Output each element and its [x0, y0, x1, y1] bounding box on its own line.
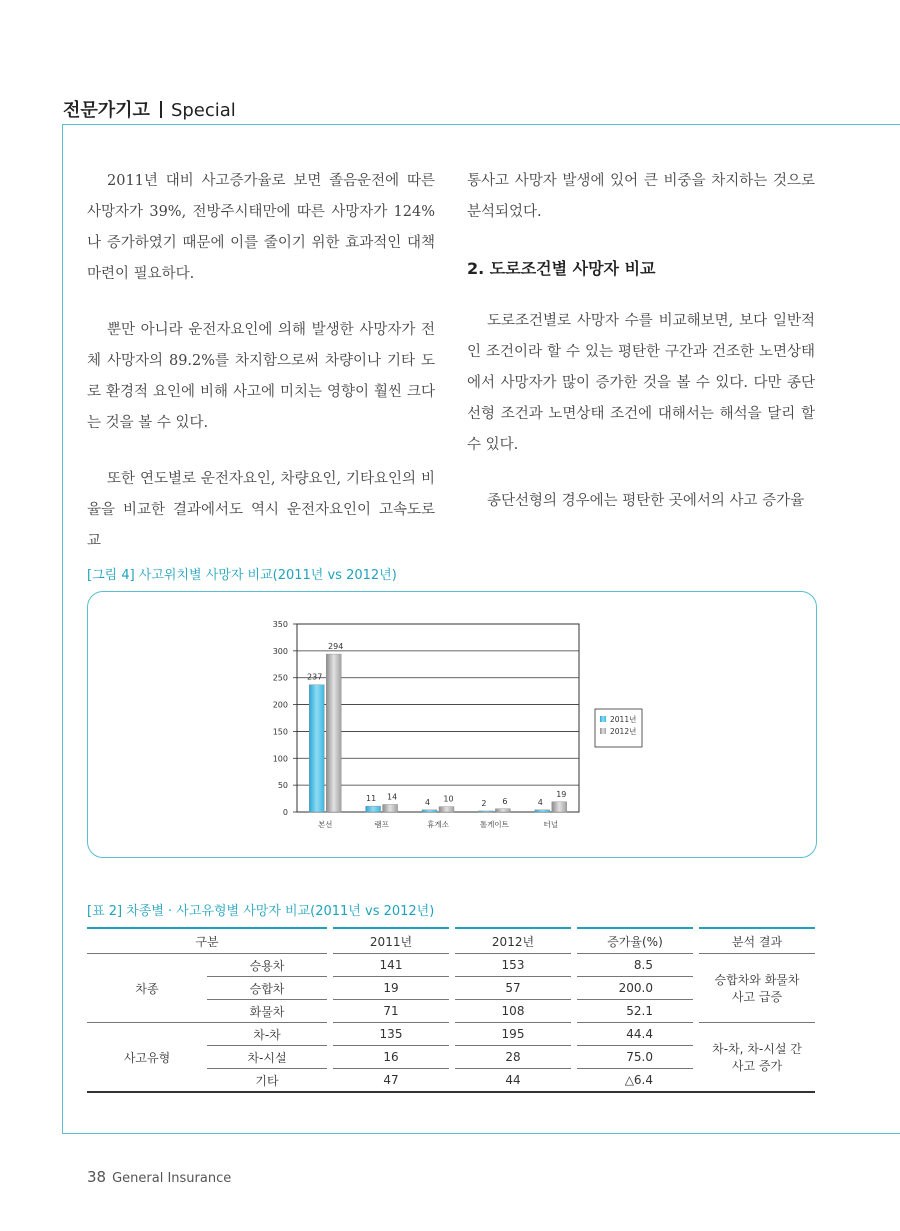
col-gap [693, 977, 699, 1000]
legend-swatch [600, 728, 606, 734]
table-cell: 52.1 [577, 1000, 693, 1023]
legend-swatch [600, 716, 606, 722]
bar [309, 685, 324, 812]
x-tick-label: 램프 [374, 820, 389, 829]
y-tick-label: 250 [272, 673, 288, 683]
section-heading: 2. 도로조건별 사망자 비교 [467, 259, 656, 278]
data-label: 4 [424, 797, 431, 807]
table-cell: 차-시설 [207, 1046, 327, 1069]
bar [439, 807, 454, 812]
y-tick-label: 350 [272, 620, 288, 629]
y-tick-label: 150 [272, 727, 288, 737]
y-tick-label: 50 [277, 781, 288, 791]
bar [383, 804, 398, 812]
table-cell: △6.4 [577, 1069, 693, 1093]
table-cell: 108 [455, 1000, 571, 1023]
bar [422, 810, 437, 812]
paragraph: 또한 연도별로 운전자요인, 차량요인, 기타요인의 비율을 비교한 결과에서도 역시 운전자요인이 고속도로 교 [87, 471, 435, 549]
table-header-row [87, 928, 815, 954]
paragraph: 뿐만 아니라 운전자요인에 의해 발생한 사망자가 전체 사망자의 89.2%를 차지함으로써 차량이나 기타 도로 환경적 요인에 비해 사고에 미치는 영향이 훨씬 크다는 것을 볼 수 있다. [87, 322, 435, 431]
data-label: 19 [556, 789, 567, 799]
data-label: 2 [481, 798, 487, 808]
table-cell: 화물차 [207, 1000, 327, 1023]
y-tick-label: 100 [272, 754, 288, 764]
left-column [87, 166, 435, 582]
bar-chart [88, 592, 816, 857]
right-column [467, 166, 815, 542]
group-label: 차종 [87, 954, 207, 1023]
header-divider [160, 101, 162, 118]
table-cell: 71 [333, 1000, 449, 1023]
result-line: 차-차, 차-시설 간 [712, 1042, 802, 1056]
legend-label: 2012년 [610, 727, 637, 736]
data-label: 237 [307, 672, 323, 682]
data-label: 11 [366, 794, 377, 804]
table-cell: 승용차 [207, 954, 327, 977]
table-header: 분석 결과 [699, 928, 815, 954]
col-gap [693, 1000, 699, 1023]
group-label: 사고유형 [87, 1023, 207, 1093]
table-cell: 8.5 [577, 954, 693, 977]
page-footer [87, 1168, 231, 1186]
y-tick-label: 0 [282, 808, 288, 817]
table-header: 증가율(%) [577, 928, 693, 954]
page-number: 38 [87, 1168, 107, 1186]
y-tick-label: 300 [272, 646, 288, 656]
table-cell: 135 [333, 1023, 449, 1046]
paragraph: 종단선형의 경우에는 평탄한 곳에서의 사고 증가율 [487, 493, 805, 509]
data-label: 4 [537, 797, 543, 807]
table-cell: 141 [333, 954, 449, 977]
table-cell: 16 [333, 1046, 449, 1069]
paragraph: 2011년 대비 사고증가율로 보면 졸음운전에 따른 사망자가 39%, 전방주시태만에 따른 사망자가 124%나 증가하였기 때문에 이를 줄이기 위한 효과적인 대책 마련이 필요하다. [87, 173, 435, 282]
table-cell: 승합차 [207, 977, 327, 1000]
magazine-name: General Insurance [112, 1171, 232, 1186]
y-tick-label: 200 [272, 700, 288, 710]
table-header: 구분 [87, 928, 327, 954]
legend-label: 2011년 [610, 715, 637, 724]
x-tick-label: 터널 [543, 820, 559, 829]
result-line: 사고 증가 [731, 1059, 783, 1073]
table-cell: 19 [333, 977, 449, 1000]
bar [535, 810, 550, 812]
table-cell: 57 [455, 977, 571, 1000]
table-cell: 195 [455, 1023, 571, 1046]
table-row [87, 1023, 815, 1046]
col-gap [693, 1069, 699, 1093]
bar [478, 811, 493, 812]
result-line: 사고 급증 [731, 990, 783, 1004]
special-label: Special [170, 100, 236, 121]
data-label: 6 [502, 796, 508, 806]
paragraph: 도로조건별로 사망자 수를 비교해보면, 보다 일반적인 조건이라 할 수 있는 평탄한 구간과 건조한 노면상태에서 사망자가 많이 증가한 것을 볼 수 있다. 다만 종단선형 조건과 노면상태 조건에 대해서는 해석을 달리 할 수 있다. [467, 313, 815, 453]
data-label: 14 [387, 792, 398, 802]
table-cell: 기타 [207, 1069, 327, 1093]
table-cell: 28 [455, 1046, 571, 1069]
page-header [63, 96, 236, 122]
result-line: 승합차와 화물차 [714, 973, 800, 987]
x-tick-label: 휴게소 [427, 820, 449, 829]
table-header: 2011년 [333, 928, 449, 954]
table-cell: 44.4 [577, 1023, 693, 1046]
analysis-result [699, 1023, 815, 1093]
section-label: 전문가기고 [63, 100, 150, 121]
table-cell: 75.0 [577, 1046, 693, 1069]
data-label: 10 [443, 794, 454, 804]
bar [495, 809, 510, 812]
comparison-table [87, 927, 815, 1093]
bar [552, 802, 567, 812]
table-cell: 44 [455, 1069, 571, 1093]
chart-container [87, 591, 817, 858]
data-label: 294 [328, 642, 344, 652]
table-row [87, 954, 815, 977]
table-header: 2012년 [455, 928, 571, 954]
table-cell: 차-차 [207, 1023, 327, 1046]
paragraph: 통사고 사망자 발생에 있어 큰 비중을 차지하는 것으로 분석되었다. [467, 173, 815, 220]
table-cell: 47 [333, 1069, 449, 1093]
analysis-result [699, 954, 815, 1023]
x-tick-label: 톨게이트 [479, 820, 509, 829]
x-tick-label: 본선 [317, 820, 333, 829]
col-gap [693, 1046, 699, 1069]
table-cell: 200.0 [577, 977, 693, 1000]
bar [326, 654, 341, 812]
table-cell: 153 [455, 954, 571, 977]
bar [366, 806, 381, 812]
figure-caption: [그림 4] 사고위치별 사망자 비교(2011년 vs 2012년) [87, 568, 397, 583]
table-caption: [표 2] 차종별 · 사고유형별 사망자 비교(2011년 vs 2012년) [87, 904, 435, 919]
